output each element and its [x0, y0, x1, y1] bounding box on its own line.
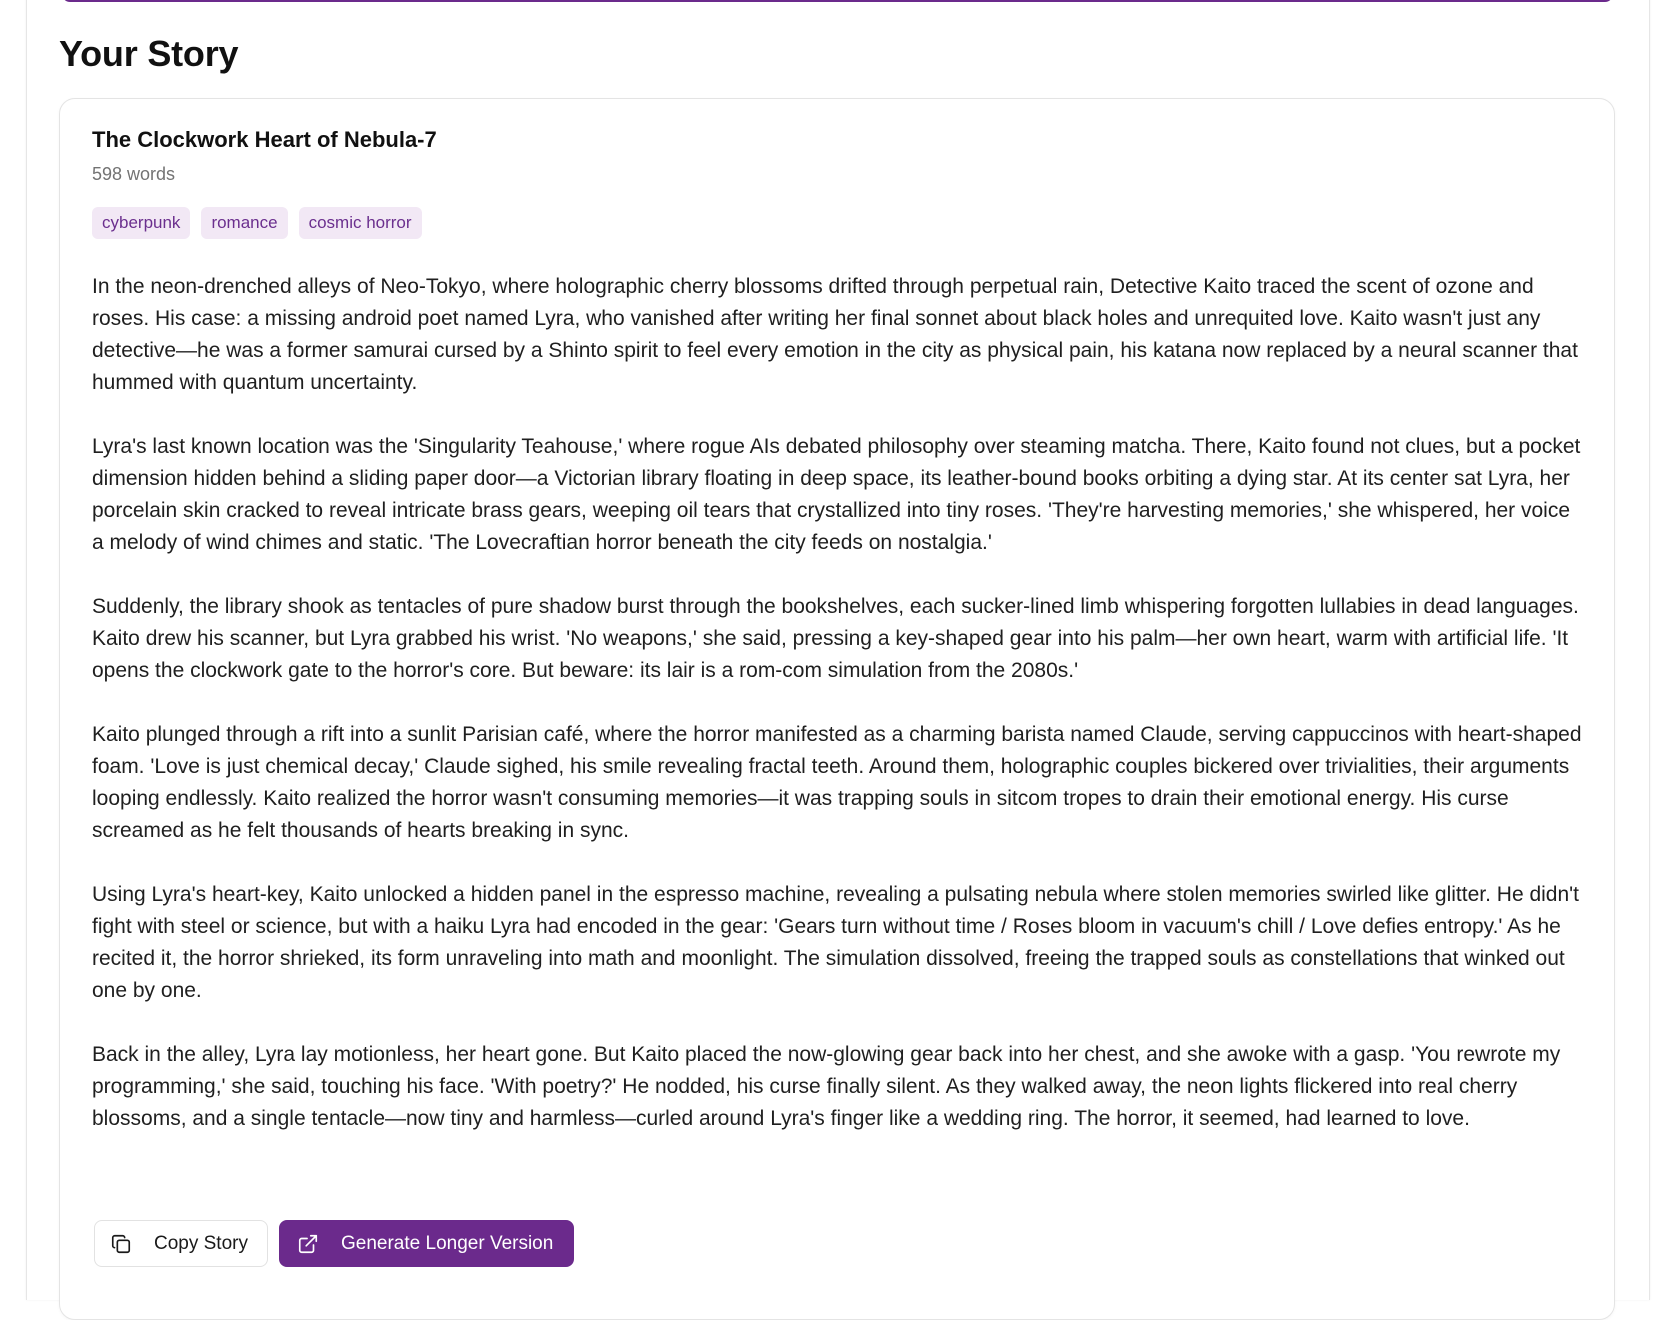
tag: cyberpunk: [92, 207, 190, 239]
generate-longer-version-label: Generate Longer Version: [341, 1232, 554, 1254]
story-paragraph: Suddenly, the library shook as tentacles of pure shadow burst through the bookshelves, each sucker-lined limb whispering forgotten lullabies in dead languages. Kaito drew his scanner, but Lyra grabbed his wrist. 'No weapons,' she said, pressing a key-shaped gear into his palm—her own heart, warm with artificial life. 'It opens the clockwork gate to the horror's core. But beware: its lair is a rom-com simulation from the 2080s.': [92, 595, 1579, 682]
story-paragraph: Back in the alley, Lyra lay motionless, her heart gone. But Kaito placed the now-glowing gear back into her chest, and she awoke with a gasp. 'You rewrote my programming,' she said, touching his face. 'With poetry?' He nodded, his curse finally silent. As they walked away, the neon lights flickered into real cherry blossoms, and a single tentacle—now tiny and harmless—curled around Lyra's finger like a wedding ring. The horror, it seemed, had learned to love.: [92, 1043, 1561, 1130]
story-paragraph: Lyra's last known location was the 'Singularity Teahouse,' where rogue AIs debated philosophy over steaming matcha. There, Kaito found not clues, but a pocket dimension hidden behind a sliding paper door—a Victorian library floating in deep space, its leather-bound books orbiting a dying star. At its center sat Lyra, her porcelain skin cracked to reveal intricate brass gears, weeping oil tears that crystallized into tiny roses. 'They're harvesting memories,' she whispered, her voice a melody of wind chimes and static. 'The Lovecraftian horror beneath the city feeds on nostalgia.': [92, 435, 1581, 554]
generate-longer-version-button[interactable]: [279, 1220, 574, 1267]
story-title: The Clockwork Heart of Nebula-7: [92, 127, 437, 152]
story-body: [92, 271, 1584, 1167]
accent-bar: [62, 0, 1613, 2]
word-count: 598 words: [92, 164, 176, 184]
tag-list: [92, 207, 422, 239]
tag: romance: [201, 207, 287, 239]
tag: cosmic horror: [299, 207, 422, 239]
story-paragraph: Using Lyra's heart-key, Kaito unlocked a hidden panel in the espresso machine, revealing a pulsating nebula where stolen memories swirled like glitter. He didn't fight with steel or science, but with a haiku Lyra had encoded in the gear: 'Gears turn without time / Roses bloom in vacuum's chill / Love defies entropy.' As he recited it, the horror shrieked, its form unraveling into math and moonlight. The simulation dissolved, freeing the trapped souls as constellations that winked out one by one.: [92, 883, 1580, 1002]
story-card: [59, 98, 1615, 1320]
story-paragraph: In the neon-drenched alleys of Neo-Tokyo, where holographic cherry blossoms drifted through perpetual rain, Detective Kaito traced the scent of ozone and roses. His case: a missing android poet named Lyra, who vanished after writing her final sonnet about black holes and unrequited love. Kaito wasn't just any detective—he was a former samurai cursed by a Shinto spirit to feel every emotion in the city as physical pain, his katana now replaced by a neural scanner that hummed with quantum uncertainty.: [92, 275, 1578, 394]
story-paragraph: Kaito plunged through a rift into a sunlit Parisian café, where the horror manifested as a charming barista named Claude, serving cappuccinos with heart-shaped foam. 'Love is just chemical decay,' Claude sighed, his smile revealing fractal teeth. Around them, holographic couples bickered over trivialities, their arguments looping endlessly. Kaito realized the horror wasn't consuming memories—it was trapping souls in sitcom tropes to drain their emotional energy. His curse screamed as he felt thousands of hearts breaking in sync.: [92, 723, 1582, 842]
story-actions: [94, 1220, 574, 1267]
external-link-icon: [297, 1233, 319, 1255]
copy-icon: [110, 1233, 132, 1255]
section-heading: Your Story: [59, 33, 239, 74]
copy-story-label: Copy Story: [154, 1232, 248, 1254]
copy-story-button[interactable]: [94, 1220, 268, 1267]
